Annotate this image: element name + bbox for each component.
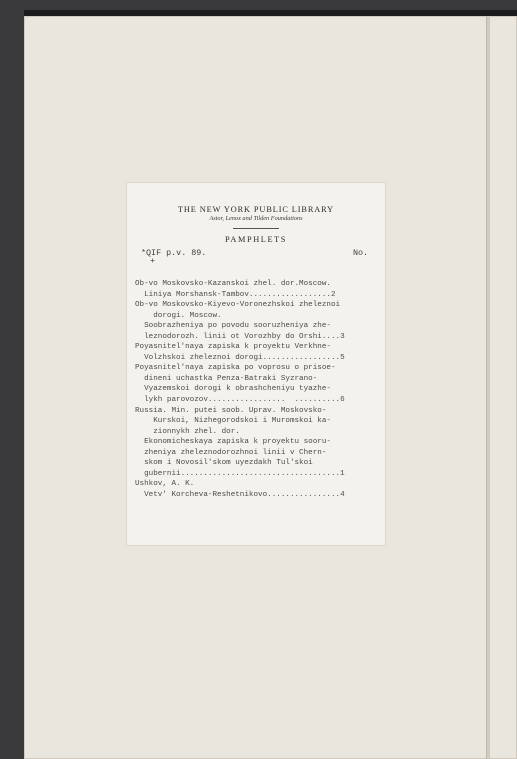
pamphlets-heading: PAMPHLETS	[224, 235, 288, 244]
plus-mark: +	[150, 256, 156, 266]
entry-line: skom i Novosil'skom uyezdakh Tul'skoi	[135, 459, 313, 468]
entry-line: Volzhskoi zheleznoi dorogi.................5	[135, 353, 345, 362]
entry-line: gubernii...................................1	[135, 469, 345, 478]
entry-line: zionnykh zhel. dor.	[135, 427, 240, 436]
entry-line: lykh parovozov................. ..........6	[135, 396, 345, 405]
entry-line: leznodorozh. linii ot Vorozhby do Orshi....3	[135, 332, 345, 341]
entry-line: Poyasnitel'naya zapiska po voprosu o prisoe-	[135, 364, 336, 373]
entry-line: dineni uchastka Penza-Batraki Syzrano-	[135, 374, 318, 383]
entry-line: Ushkov, A. K.	[135, 480, 195, 489]
library-foundations: Astor, Lenox and Tilden Foundations	[209, 215, 303, 222]
entry-line: Russia. Min. putei soob. Uprav. Moskovsko-	[135, 406, 327, 415]
entry-line: Ob-vo Moskovsko-Kiyevo-Voronezhskoi zheleznoi	[135, 301, 341, 310]
entry-line: Vetv' Korcheva-Reshetnikovo................4	[135, 490, 345, 499]
call-number: *QIF p.v. 89.	[141, 248, 207, 258]
number-label: No.	[353, 248, 369, 258]
entry-line: Vyazemskoi dorogi k obrashcheniyu tyazhe-	[135, 385, 331, 394]
entry-line: Poyasnitel'naya zapiska k proyektu Verkhne-	[135, 343, 331, 352]
entry-line: Liniya Morshansk-Tambov..................2	[135, 290, 336, 299]
page-fold	[486, 16, 490, 759]
library-name: THE NEW YORK PUBLIC LIBRARY	[177, 205, 335, 214]
entry-line: zheniya zheleznodorozhnoi linii v Chern-	[135, 448, 327, 457]
entry-line: dorogi. Moscow.	[135, 311, 222, 320]
entry-line: Ob-vo Moskovsko-Kazanskoi zhel. dor.Moscow.	[135, 280, 331, 288]
entry-line: Kurskoi, Nizhegorodskoi i Muromskoi ka-	[135, 417, 331, 426]
entry-line: Soobrazheniya po povodu sooruzheniya zhe-	[135, 322, 331, 331]
entry-list	[135, 279, 385, 500]
header-rule	[233, 228, 279, 229]
catalog-card	[127, 183, 385, 545]
entry-line: Ekonomicheskaya zapiska k proyektu sooru-	[135, 438, 331, 447]
